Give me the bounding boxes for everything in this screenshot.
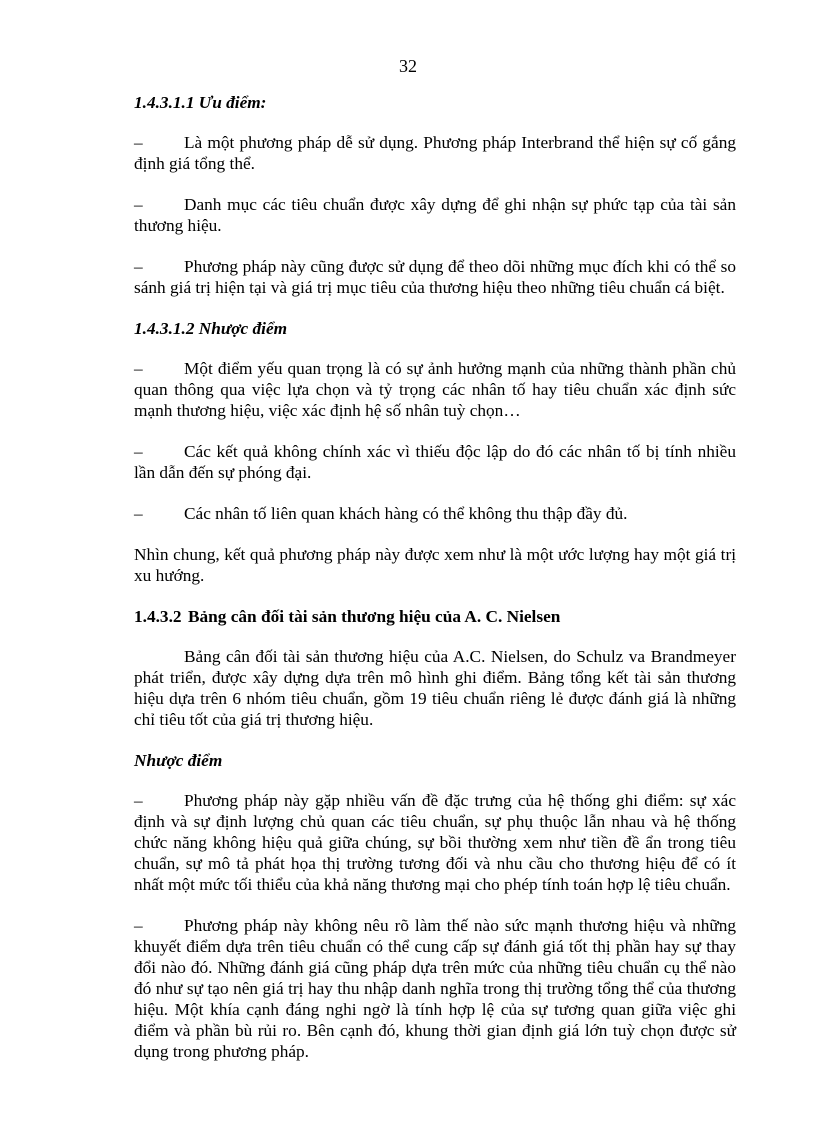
dash-marker: – [134,195,143,214]
section-number: 1.4.3.2 [134,607,182,626]
dash-marker: – [134,359,143,378]
section-title: Bảng cân đối tài sản thương hiệu của A. C. Nielsen [188,607,561,626]
bullet-paragraph [134,441,736,483]
conclusion-paragraph: Nhìn chung, kết quả phương pháp này được xem như là một ước lượng hay một giá trị xu hướng. [134,545,736,585]
bullet-text: Phương pháp này không nêu rõ làm thế nào sức mạnh thương hiệu và những khuyết điểm dựa trên tiêu chuẩn có thể cung cấp sự đánh giá tốt thị phần hay sự thay đổi nào đó. Những đánh giá cũng pháp dựa trên mức của những tiêu chuẩn cụ thể nào đó như sự tạo nên giá trị hay thu nhập danh nghĩa trong thị trường tổng thể của thương hiệu. Một khía cạnh đáng nghi ngờ là tính hợp lệ của sự tương quan giữa việc ghi điểm và phần bù rủi ro. Bên cạnh đó, khung thời gian định giá lớn tuỳ chọn được sử dụng trong phương pháp. [134,916,736,1061]
nielsen-paragraph: Bảng cân đối tài sản thương hiệu của A.C. Nielsen, do Schulz va Brandmeyer phát triển, được xây dựng dựa trên mô hình ghi điểm. Bảng tổng kết tài sản thương hiệu dựa trên 6 nhóm tiêu chuẩn, gồm 19 tiêu chuẩn riêng lẻ được đánh giá là những chỉ tiêu tốt của giá trị thương hiệu. [134,647,736,729]
page-content [134,92,736,1082]
dash-marker: – [134,257,143,276]
page-number: 32 [399,56,417,76]
bullet-paragraph [134,358,736,421]
dash-marker: – [134,791,143,810]
dash-marker: – [134,442,143,461]
bullet-paragraph [134,915,736,1062]
bullet-paragraph [134,132,736,174]
bullet-text: Phương pháp này gặp nhiều vấn đề đặc trưng của hệ thống ghi điểm: sự xác định và sự định lượng chủ quan các tiêu chuẩn, sự phụ thuộc lẫn nhau và hệ thống chức năng không hiệu quả giữa chúng, sự bồi thường xem như tiền đề ẩn trong tiêu chuẩn, sự mô tả phát họa thị trường tương đối và nhu cầu cho thương hiệu để có ít nhất một mức tối thiểu của khả năng thương mại cho phép tính toán hợp lệ tiêu chuẩn. [134,791,736,894]
heading-disadvantages: 1.4.3.1.2 Nhược điểm [134,319,288,338]
heading-advantages: 1.4.3.1.1 Ưu điểm: [134,93,267,112]
bullet-paragraph [134,256,736,298]
bullet-paragraph [134,503,736,524]
bullet-text: Các nhân tố liên quan khách hàng có thể không thu thập đầy đủ. [184,504,628,523]
bullet-paragraph [134,790,736,895]
heading-nielsen-disadvantages: Nhược điểm [134,751,223,770]
bullet-text: Phương pháp này cũng được sử dụng để theo dõi những mục đích khi có thể so sánh giá trị hiện tại và giá trị mục tiêu của thương hiệu theo những tiêu chuẩn cá biệt. [134,257,736,297]
heading-nielsen [134,606,736,627]
bullet-paragraph [134,194,736,236]
dash-marker: – [134,133,143,152]
dash-marker: – [134,504,143,523]
bullet-text: Một điểm yếu quan trọng là có sự ảnh hưởng mạnh của những thành phần chủ quan thông qua việc lựa chọn và tỷ trọng các nhân tố hay tiêu chuẩn xác định sức mạnh thương hiệu, việc xác định hệ số nhân tuỳ chọn… [134,359,736,420]
bullet-text: Các kết quả không chính xác vì thiếu độc lập do đó các nhân tố bị tính nhiều lần dẫn đến sự phóng đại. [134,442,736,482]
bullet-text: Danh mục các tiêu chuẩn được xây dựng để ghi nhận sự phức tạp của tài sản thương hiệu. [134,195,736,235]
dash-marker: – [134,916,143,935]
bullet-text: Là một phương pháp dễ sử dụng. Phương pháp Interbrand thể hiện sự cố gắng định giá tổng thể. [134,133,736,173]
